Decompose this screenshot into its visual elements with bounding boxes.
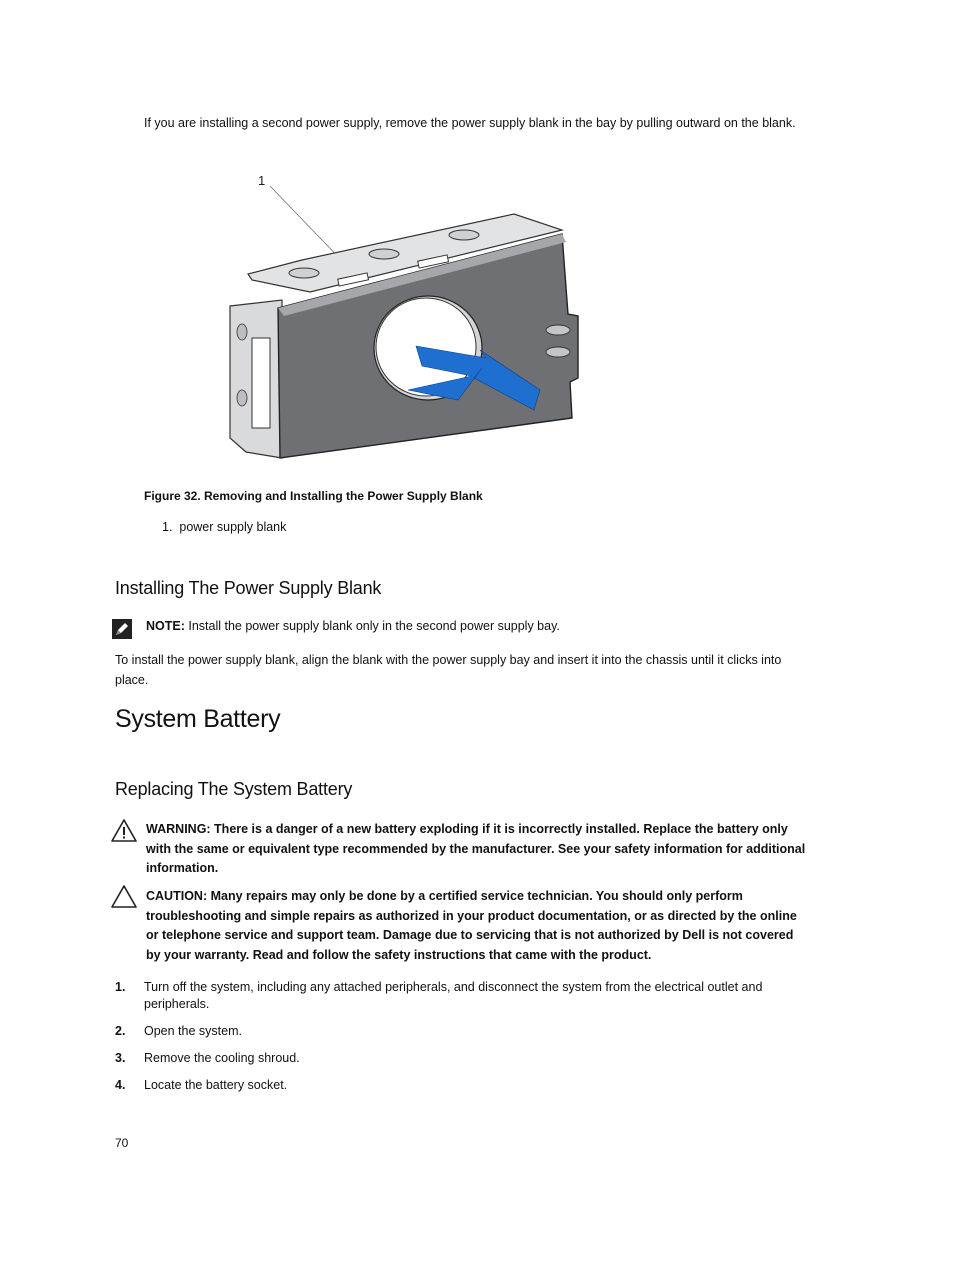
procedure-steps — [115, 979, 805, 1104]
install-instructions: To install the power supply blank, align the blank with the power supply bay and insert it into the chassis until it clicks into place. — [115, 653, 782, 687]
note-text: NOTE: Install the power supply blank only in the second power supply bay. — [146, 619, 560, 633]
section-heading-install-blank: Installing The Power Supply Blank — [115, 578, 382, 598]
list-item: 1. Turn off the system, including any attached peripherals, and disconnect the system from the electrical outlet and peripherals. — [115, 980, 763, 1011]
warning-triangle-icon — [110, 818, 138, 843]
figure-caption: Figure 32. Removing and Installing the Power Supply Blank — [144, 489, 483, 503]
power-supply-blank-illustration — [222, 168, 592, 468]
caution-triangle-icon — [110, 884, 138, 909]
section-heading-system-battery: System Battery — [115, 705, 281, 733]
figure-legend-item: 1. power supply blank — [162, 520, 287, 534]
intro-paragraph: If you are installing a second power supply, remove the power supply blank in the bay by pulling outward on the blank. — [144, 116, 796, 130]
list-item: 2. Open the system. — [115, 1024, 242, 1038]
list-item: 3. Remove the cooling shroud. — [115, 1051, 300, 1065]
warning-text: WARNING: There is a danger of a new battery exploding if it is incorrectly installed. Replace the battery only with the same or equivalent type recommended by the manufacturer. See your safety information for additional information. — [146, 822, 806, 875]
page-number: 70 — [115, 1136, 129, 1150]
power-supply-blank-figure — [222, 168, 592, 468]
section-heading-replace-battery: Replacing The System Battery — [115, 779, 353, 799]
list-item: 4. Locate the battery socket. — [115, 1078, 288, 1092]
figure-callout-number: 1 — [258, 173, 266, 188]
caution-text: CAUTION: Many repairs may only be done by a certified service technician. You should only perform troubleshooting and simple repairs as authorized in your product documentation, or as directed by the online or telephone service and support team. Damage due to servicing that is not authorized by Dell is not covered by your warranty. Read and follow the safety instructions that came with the product. — [146, 889, 797, 962]
pencil-note-icon — [112, 619, 132, 639]
